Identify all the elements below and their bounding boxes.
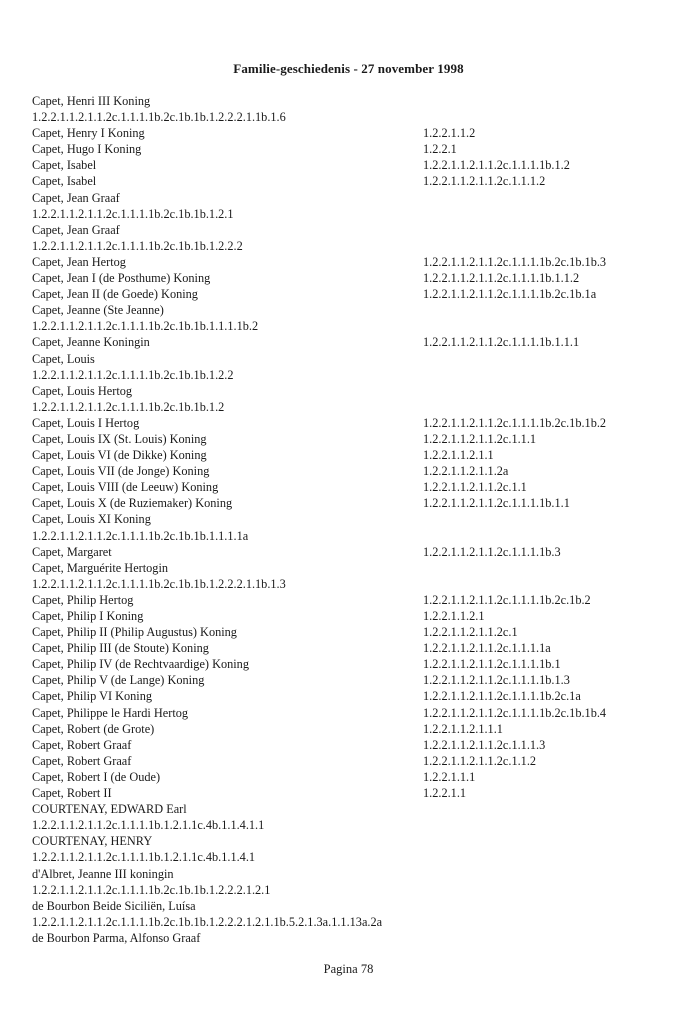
list-item xyxy=(32,528,682,544)
entry-name: Capet, Philip VI Koning xyxy=(32,689,153,704)
entry-code: 1.2.2.1.1.2.1.1.2c.1.1.1.1b.2c.1b.1a xyxy=(423,287,597,302)
entry-name: Capet, Jean Graaf xyxy=(32,190,120,205)
list-item xyxy=(32,898,682,914)
entry-name: Capet, Philip II (Philip Augustus) Koning xyxy=(32,625,237,640)
entry-name: Capet, Louis Hertog xyxy=(32,383,133,398)
entry-name: Capet, Jean Graaf xyxy=(32,222,120,237)
list-item xyxy=(32,286,682,302)
entry-code: 1.2.2.1.1.2.1.1.2a xyxy=(423,464,509,479)
list-item xyxy=(32,383,682,399)
entry-name: Capet, Philip IV (de Rechtvaardige) Koning xyxy=(32,657,249,672)
entry-name: Capet, Jeanne Koningin xyxy=(32,335,150,350)
list-item xyxy=(32,866,682,882)
entry-name: COURTENAY, EDWARD Earl xyxy=(32,802,187,817)
list-item xyxy=(32,190,682,206)
list-item xyxy=(32,624,682,640)
entry-name: Capet, Philip III (de Stoute) Koning xyxy=(32,641,209,656)
list-item xyxy=(32,351,682,367)
entry-name: 1.2.2.1.1.2.1.1.2c.1.1.1.1b.2c.1b.1b.1.2.2.2.1.2.1.1b.5.2.1.3a.1.1.13a.2a xyxy=(32,914,383,929)
list-item xyxy=(32,849,682,865)
entry-name: Capet, Louis I Hertog xyxy=(32,415,140,430)
entry-name: Capet, Marguérite Hertogin xyxy=(32,560,169,575)
entry-code: 1.2.2.1.1.2.1.1.2c.1.1.1.2 xyxy=(423,174,546,189)
entry-code: 1.2.2.1.1.2.1.1.2c.1.1 xyxy=(423,480,527,495)
entry-name: Capet, Jean Hertog xyxy=(32,254,126,269)
entry-code: 1.2.2.1.1.2.1.1.2c.1.1.1.1b.1.1 xyxy=(423,496,570,511)
list-item xyxy=(32,705,682,721)
entry-code: 1.2.2.1.1.2.1.1.2c.1.1.1 xyxy=(423,431,537,446)
entry-code: 1.2.2.1.1.2.1.1.2c.1.1.1.3 xyxy=(423,737,546,752)
list-item xyxy=(32,431,682,447)
list-item xyxy=(32,914,682,930)
entry-code: 1.2.2.1.1.2.1.1.2c.1.1.1.1b.1 xyxy=(423,657,561,672)
page-number: Pagina 78 xyxy=(323,962,374,976)
list-item xyxy=(32,640,682,656)
entry-name: 1.2.2.1.1.2.1.1.2c.1.1.1.1b.1.2.1.1c.4b.1.1.4.1 xyxy=(32,850,256,865)
entry-name: COURTENAY, HENRY xyxy=(32,834,153,849)
entry-code: 1.2.2.1.1.1 xyxy=(423,769,476,784)
entry-code: 1.2.2.1.1.2.1.1.2c.1.1.1.1b.1.1.1 xyxy=(423,335,580,350)
list-item xyxy=(32,109,682,125)
entry-name: d'Albret, Jeanne III koningin xyxy=(32,866,174,881)
entry-code: 1.2.2.1.1.2.1.1.2c.1.1.1.1a xyxy=(423,641,551,656)
entry-name: Capet, Henri III Koning xyxy=(32,94,151,108)
list-item xyxy=(32,399,682,415)
list-item xyxy=(32,270,682,286)
entry-code: 1.2.2.1.1 xyxy=(423,786,467,801)
entry-name: 1.2.2.1.1.2.1.1.2c.1.1.1.1b.2c.1b.1b.1.2 xyxy=(32,399,225,414)
entry-name: Capet, Philip I Koning xyxy=(32,609,144,623)
entry-name: Capet, Robert Graaf xyxy=(32,753,132,768)
list-item xyxy=(32,334,682,350)
entry-name: Capet, Jeanne (Ste Jeanne) xyxy=(32,303,164,318)
list-item xyxy=(32,206,682,222)
entry-code: 1.2.2.1.1.2.1.1.2c.1.1.1.1b.2c.1b.1b.4 xyxy=(423,705,607,720)
list-item xyxy=(32,576,682,592)
list-item xyxy=(32,254,682,270)
entry-name: Capet, Isabel xyxy=(32,158,97,173)
list-item xyxy=(32,302,682,318)
entry-name: 1.2.2.1.1.2.1.1.2c.1.1.1.1b.2c.1b.1b.1.1.1.1a xyxy=(32,528,249,543)
list-item xyxy=(32,785,682,801)
entry-name: Capet, Robert II xyxy=(32,786,112,801)
entry-code: 1.2.2.1.1.2.1.1.1 xyxy=(423,721,503,736)
list-item xyxy=(32,882,682,898)
entry-name: 1.2.2.1.1.2.1.1.2c.1.1.1.1b.2c.1b.1b.1.2.2 xyxy=(32,367,234,382)
entry-name: Capet, Robert I (de Oude) xyxy=(32,769,161,784)
entry-name: 1.2.2.1.1.2.1.1.2c.1.1.1.1b.2c.1b.1b.1.2.2.2.1.2.1 xyxy=(32,882,271,897)
entry-name: Capet, Henry I Koning xyxy=(32,126,145,141)
entry-name: Capet, Hugo I Koning xyxy=(32,142,142,157)
entry-code: 1.2.2.1.1.2.1.1.2c.1.1.1.1b.2c.1a xyxy=(423,689,581,704)
list-item xyxy=(32,608,682,624)
entry-name: Capet, Louis xyxy=(32,351,95,366)
entry-name: Capet, Louis X (de Ruziemaker) Koning xyxy=(32,496,233,511)
list-item xyxy=(32,737,682,753)
entry-code: 1.2.2.1.1.2.1.1.2c.1.1.1.1b.1.2 xyxy=(423,158,570,173)
entry-code: 1.2.2.1.1.2.1.1.2c.1 xyxy=(423,625,518,640)
list-item xyxy=(32,415,682,431)
list-item xyxy=(32,141,682,157)
entry-name: Capet, Jean I (de Posthume) Koning xyxy=(32,271,211,286)
list-item xyxy=(32,93,682,109)
list-item xyxy=(32,544,682,560)
entry-name: de Bourbon Parma, Alfonso Graaf xyxy=(32,930,201,945)
entry-code: 1.2.2.1.1.2.1 xyxy=(423,609,485,623)
entry-name: Capet, Philippe le Hardi Hertog xyxy=(32,705,189,720)
entry-name: de Bourbon Beide Siciliën, Luísa xyxy=(32,898,196,913)
entry-name: 1.2.2.1.1.2.1.1.2c.1.1.1.1b.2c.1b.1b.1.1.1.1b.2 xyxy=(32,319,259,334)
list-item xyxy=(32,367,682,383)
entry-name: Capet, Robert Graaf xyxy=(32,737,132,752)
list-item xyxy=(32,560,682,576)
entry-name: Capet, Philip Hertog xyxy=(32,592,134,607)
entry-name: Capet, Philip V (de Lange) Koning xyxy=(32,673,205,688)
list-item xyxy=(32,769,682,785)
list-item xyxy=(32,721,682,737)
entry-name: Capet, Louis VII (de Jonge) Koning xyxy=(32,464,210,479)
genealogy-index-list xyxy=(32,93,682,946)
list-item xyxy=(32,157,682,173)
entry-code: 1.2.2.1 xyxy=(423,142,457,157)
list-item xyxy=(32,463,682,479)
list-item xyxy=(32,592,682,608)
entry-name: Capet, Isabel xyxy=(32,174,97,189)
list-item xyxy=(32,656,682,672)
entry-code: 1.2.2.1.1.2.1.1 xyxy=(423,448,494,463)
entry-code: 1.2.2.1.1.2.1.1.2c.1.1.1.1b.2c.1b.1b.2 xyxy=(423,415,607,430)
list-item xyxy=(32,688,682,704)
entry-name: 1.2.2.1.1.2.1.1.2c.1.1.1.1b.1.2.1.1c.4b.1.1.4.1.1 xyxy=(32,818,265,833)
entry-code: 1.2.2.1.1.2.1.1.2c.1.1.1.1b.1.1.2 xyxy=(423,271,580,286)
list-item xyxy=(32,173,682,189)
list-item xyxy=(32,447,682,463)
entry-code: 1.2.2.1.1.2.1.1.2c.1.1.1.1b.3 xyxy=(423,544,561,559)
entry-name: Capet, Louis VIII (de Leeuw) Koning xyxy=(32,480,219,495)
entry-name: 1.2.2.1.1.2.1.1.2c.1.1.1.1b.2c.1b.1b.1.2.2.2.1.1b.1.3 xyxy=(32,576,286,591)
list-item xyxy=(32,318,682,334)
entry-name: Capet, Louis IX (St. Louis) Koning xyxy=(32,431,207,446)
list-item xyxy=(32,672,682,688)
list-item xyxy=(32,801,682,817)
entry-code: 1.2.2.1.1.2.1.1.2c.1.1.1.1b.1.3 xyxy=(423,673,570,688)
list-item xyxy=(32,833,682,849)
page-title: Familie-geschiedenis - 27 november 1998 xyxy=(233,61,464,76)
list-item xyxy=(32,238,682,254)
list-item xyxy=(32,930,682,946)
list-item xyxy=(32,511,682,527)
entry-name: 1.2.2.1.1.2.1.1.2c.1.1.1.1b.2c.1b.1b.1.2.2.2.1.1b.1.6 xyxy=(32,110,286,125)
entry-name: Capet, Jean II (de Goede) Koning xyxy=(32,287,198,302)
list-item xyxy=(32,479,682,495)
entry-code: 1.2.2.1.1.2.1.1.2c.1.1.1.1b.2c.1b.1b.3 xyxy=(423,254,607,269)
list-item xyxy=(32,753,682,769)
entry-name: Capet, Louis XI Koning xyxy=(32,512,151,527)
entry-code: 1.2.2.1.1.2 xyxy=(423,126,476,141)
entry-name: Capet, Margaret xyxy=(32,544,112,559)
entry-code: 1.2.2.1.1.2.1.1.2c.1.1.1.1b.2c.1b.2 xyxy=(423,592,591,607)
entry-name: Capet, Louis VI (de Dikke) Koning xyxy=(32,448,207,463)
list-item xyxy=(32,817,682,833)
entry-name: 1.2.2.1.1.2.1.1.2c.1.1.1.1b.2c.1b.1b.1.2.1 xyxy=(32,206,234,221)
list-item xyxy=(32,495,682,511)
list-item xyxy=(32,125,682,141)
list-item xyxy=(32,222,682,238)
entry-name: 1.2.2.1.1.2.1.1.2c.1.1.1.1b.2c.1b.1b.1.2.2.2 xyxy=(32,238,243,253)
entry-code: 1.2.2.1.1.2.1.1.2c.1.1.2 xyxy=(423,753,537,768)
entry-name: Capet, Robert (de Grote) xyxy=(32,721,155,736)
